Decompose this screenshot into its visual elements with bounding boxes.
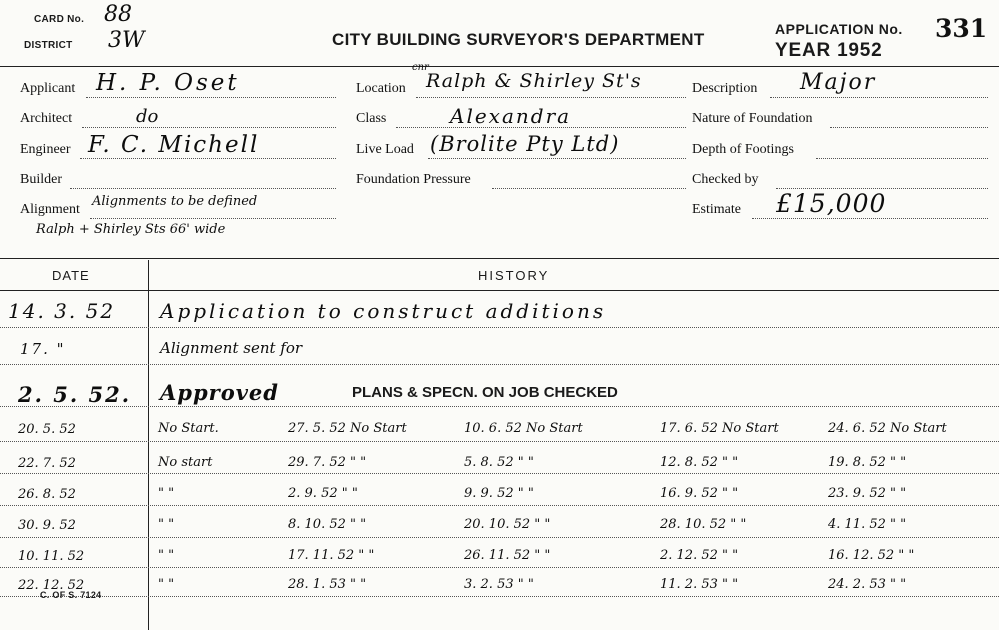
- alignment-value-line1: Alignments to be defined: [92, 194, 258, 209]
- inspection-entry: 9. 9. 52 " ": [464, 486, 534, 501]
- alignment-value-line2: Ralph + Shirley Sts 66' wide: [36, 222, 226, 237]
- checked-by-label: Checked by: [692, 172, 759, 187]
- application-number-label: APPLICATION No.: [775, 21, 903, 37]
- card-number-value: 88: [104, 2, 132, 27]
- architect-label: Architect: [20, 111, 73, 126]
- history-date: 17. ": [20, 340, 66, 358]
- inspection-date: 26. 8. 52: [18, 487, 76, 502]
- inspection-entry: " ": [158, 517, 175, 532]
- history-text: Alignment sent for: [160, 339, 303, 357]
- inspection-entry: 24. 6. 52 No Start: [828, 421, 947, 436]
- builder-label: Builder: [20, 172, 62, 187]
- inspection-entry: 28. 10. 52 " ": [660, 517, 747, 532]
- inspection-date: 20. 5. 52: [18, 422, 76, 437]
- description-label: Description: [692, 81, 758, 96]
- inspection-entry: 17. 6. 52 No Start: [660, 421, 779, 436]
- plans-checked-stamp: PLANS & SPECN. ON JOB CHECKED: [352, 384, 618, 401]
- inspection-entry: 17. 11. 52 " ": [288, 548, 375, 563]
- inspection-entry: " ": [158, 577, 175, 592]
- applicant-label: Applicant: [20, 81, 76, 96]
- inspection-entry: 12. 8. 52 " ": [660, 455, 739, 470]
- inspection-entry: No Start.: [158, 421, 219, 436]
- application-number-value: 331: [935, 14, 988, 43]
- description-value: Major: [800, 70, 877, 95]
- location-prefix: cnr: [412, 62, 429, 73]
- inspection-entry: No start: [158, 455, 213, 470]
- live-load-label: Live Load: [356, 142, 414, 157]
- inspection-entry: 10. 6. 52 No Start: [464, 421, 583, 436]
- applicant-value: H. P. Oset: [96, 70, 240, 96]
- history-date: 2. 5. 52.: [18, 382, 132, 407]
- history-date: 14. 3. 52: [8, 299, 116, 323]
- inspection-entry: 16. 9. 52 " ": [660, 486, 739, 501]
- district-value: 3W: [108, 28, 145, 53]
- header-divider: [0, 66, 999, 67]
- architect-value: do: [136, 106, 159, 127]
- inspection-entry: 5. 8. 52 " ": [464, 455, 534, 470]
- history-text: Application to construct additions: [160, 299, 607, 323]
- depth-of-footings-label: Depth of Footings: [692, 142, 794, 157]
- nature-of-foundation-label: Nature of Foundation: [692, 111, 813, 126]
- date-column-header: DATE: [52, 268, 90, 283]
- inspection-date: 30. 9. 52: [18, 518, 76, 533]
- history-text: Approved: [160, 380, 279, 405]
- inspection-entry: 19. 8. 52 " ": [828, 455, 907, 470]
- estimate-value: £15,000: [776, 189, 887, 218]
- inspection-entry: 11. 2. 53 " ": [660, 577, 739, 592]
- district-label: DISTRICT: [24, 40, 73, 51]
- card-number-label: CARD No.: [34, 14, 85, 25]
- date-column-divider: [148, 260, 149, 630]
- year-label: YEAR 1952: [775, 40, 883, 61]
- inspection-entry: " ": [158, 486, 175, 501]
- inspection-entry: 27. 5. 52 No Start: [288, 421, 407, 436]
- table-header-rule: [0, 290, 999, 291]
- inspection-date: 10. 11. 52: [18, 549, 85, 564]
- inspection-entry: 4. 11. 52 " ": [828, 517, 907, 532]
- engineer-value: F. C. Michell: [88, 132, 260, 158]
- inspection-entry: 23. 9. 52 " ": [828, 486, 907, 501]
- inspection-date: 22. 12. 52: [18, 578, 85, 593]
- inspection-entry: 26. 11. 52 " ": [464, 548, 551, 563]
- foundation-pressure-label: Foundation Pressure: [356, 172, 471, 187]
- inspection-entry: 2. 9. 52 " ": [288, 486, 358, 501]
- inspection-entry: 2. 12. 52 " ": [660, 548, 739, 563]
- location-value: Ralph & Shirley St's: [426, 70, 642, 92]
- location-label: Location: [356, 81, 406, 96]
- form-code: C. OF S. 7124: [40, 590, 102, 600]
- inspection-entry: 20. 10. 52 " ": [464, 517, 551, 532]
- inspection-date: 22. 7. 52: [18, 456, 76, 471]
- inspection-entry: " ": [158, 548, 175, 563]
- live-load-value: (Brolite Pty Ltd): [430, 132, 620, 156]
- class-label: Class: [356, 111, 387, 126]
- class-value: Alexandra: [450, 104, 572, 128]
- history-column-header: HISTORY: [478, 268, 550, 283]
- alignment-label: Alignment: [20, 202, 80, 217]
- inspection-entry: 28. 1. 53 " ": [288, 577, 367, 592]
- estimate-label: Estimate: [692, 202, 741, 217]
- engineer-label: Engineer: [20, 142, 71, 157]
- inspection-entry: 29. 7. 52 " ": [288, 455, 367, 470]
- inspection-entry: 3. 2. 53 " ": [464, 577, 534, 592]
- table-top-rule: [0, 258, 999, 259]
- inspection-entry: 8. 10. 52 " ": [288, 517, 367, 532]
- inspection-entry: 16. 12. 52 " ": [828, 548, 915, 563]
- page-title: CITY BUILDING SURVEYOR'S DEPARTMENT: [332, 30, 705, 49]
- inspection-entry: 24. 2. 53 " ": [828, 577, 907, 592]
